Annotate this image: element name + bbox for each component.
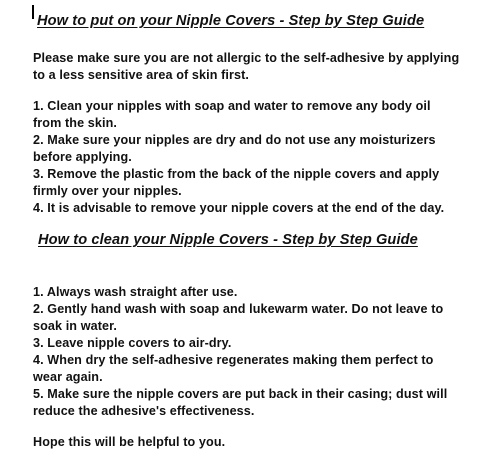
guide-clean-step-4: 4. When dry the self-adhesive regenerates making them perfect to wear again.	[33, 353, 434, 385]
guide-clean-step-1: 1. Always wash straight after use.	[33, 285, 238, 299]
guide-on-step-2: 2. Make sure your nipples are dry and do not use any moisturizers before applying.	[33, 133, 436, 165]
guide-on-step-4: 4. It is advisable to remove your nipple covers at the end of the day.	[33, 201, 445, 215]
text-cursor	[32, 5, 34, 19]
intro-line: Please make sure you are not allergic to the self-adhesive by applying to a less sensitive area of skin first.	[33, 51, 460, 83]
closing-line: Hope this will be helpful to you.	[33, 435, 226, 449]
guide-clean-step-3: 3. Leave nipple covers to air-dry.	[33, 336, 232, 350]
guide-clean-step-2: 2. Gently hand wash with soap and lukewarm water. Do not leave to soak in water.	[33, 302, 444, 334]
guide-on-step-3: 3. Remove the plastic from the back of the nipple covers and apply firmly over your nipples.	[33, 167, 440, 199]
guide-on-title: How to put on your Nipple Covers - Step by Step Guide	[37, 13, 425, 29]
guide-clean-title: How to clean your Nipple Covers - Step by Step Guide	[38, 232, 418, 248]
guide-clean-step-5: 5. Make sure the nipple covers are put back in their casing; dust will reduce the adhesive's effectiveness.	[33, 387, 448, 419]
guide-on-step-1: 1. Clean your nipples with soap and water to remove any body oil from the skin.	[33, 99, 431, 131]
